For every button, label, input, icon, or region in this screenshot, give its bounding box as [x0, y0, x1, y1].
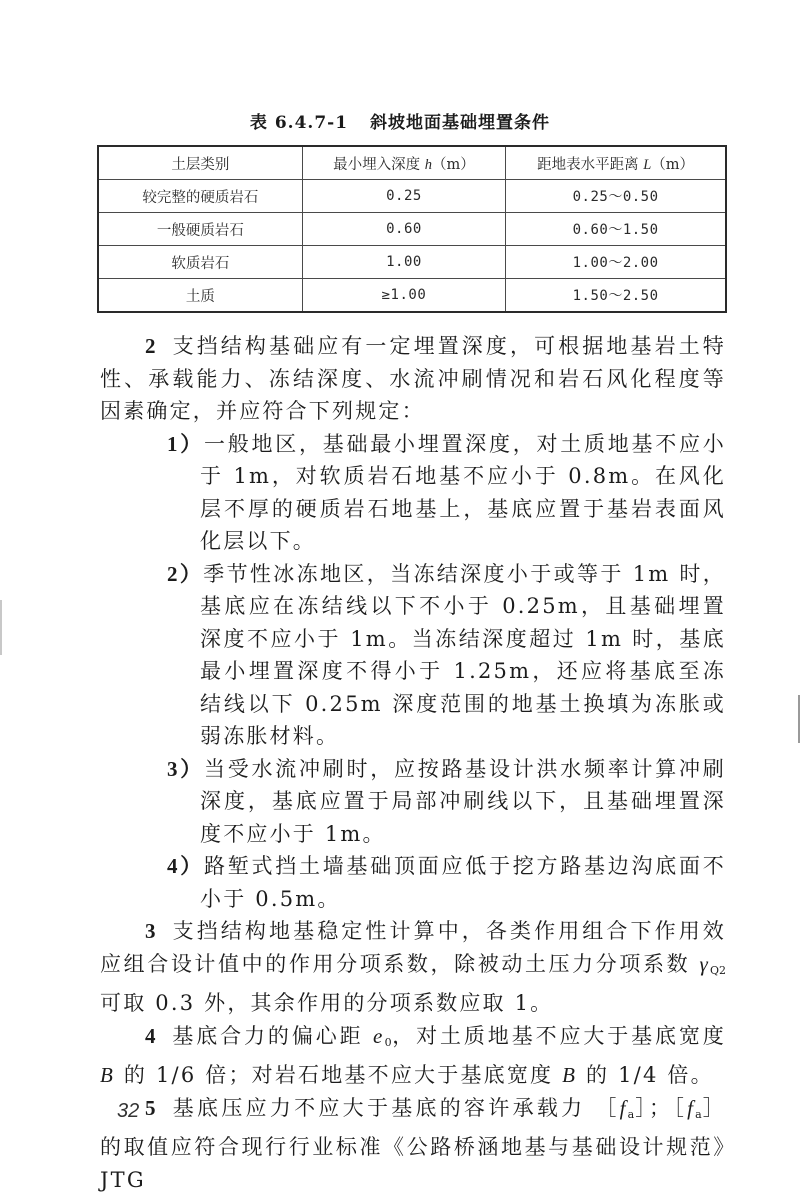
item-text: 季节性冰冻地区，当冻结深度小于或等于 1m 时，基底应在冻结线以下不小于 0.25m，且基础埋置深度不应小于 1m。当冻结深度超过 1m 时，基底最小埋置深度不得小于 1.25m，还应将基底至冻结线以下 0.25m 深度范围的地基土换填为冻胀或弱冻胀材料。 [200, 562, 726, 749]
cell-min-depth: 1.00 [302, 246, 505, 279]
item-number: 2） [167, 562, 203, 586]
clause-2-item-4 [100, 850, 726, 915]
clause-text: 基底合力的偏心距 [172, 1024, 373, 1048]
table-row [98, 279, 726, 313]
item-number: 1） [167, 432, 204, 456]
item-number: 3） [167, 757, 204, 781]
embedment-conditions-table [97, 145, 727, 313]
bearing-capacity-symbol: f [620, 1096, 628, 1120]
cell-min-depth: 0.60 [302, 213, 505, 246]
header-distance-label: 距地表水平距离 [537, 157, 643, 173]
var-b: B [562, 1063, 577, 1087]
item-text: 一般地区，基础最小埋置深度，对土质地基不应小于 1m，对软质岩石地基不应小于 0.8m。在风化层不厚的硬质岩石地基上，基底应置于基岩表面风化层以下。 [200, 432, 726, 554]
table-header-row [98, 146, 726, 180]
clause-2-item-1 [100, 428, 726, 558]
table-row [98, 246, 726, 279]
table-row [98, 213, 726, 246]
clause-number: 3 [145, 919, 158, 943]
cell-soil: 较完整的硬质岩石 [98, 180, 302, 213]
clause-2-item-2 [100, 558, 726, 753]
clause-2-item-3 [100, 753, 726, 851]
cell-distance: 1.50～2.50 [506, 279, 726, 313]
item-text: 当受水流冲刷时，应按路基设计洪水频率计算冲刷深度，基底应置于局部冲刷线以下，且基础埋置深度不应小于 1m。 [200, 757, 726, 846]
var-h: h [425, 157, 432, 173]
clause-text-end: ］ 的取值应符合现行行业标准《公路桥涵地基与基础设计规范》JTG [100, 1096, 726, 1192]
clause-text: 基底压应力不应大于基底的容许承载力 ［ [172, 1096, 620, 1120]
gamma-symbol: γ [699, 952, 709, 976]
table-caption [0, 108, 800, 133]
clause-number: 5 [145, 1096, 158, 1120]
cell-soil: 土质 [98, 279, 302, 313]
header-min-depth-unit: （m） [432, 157, 475, 173]
clause-3 [100, 915, 726, 1020]
cell-min-depth: ≥1.00 [302, 279, 505, 313]
clause-2 [100, 330, 726, 428]
header-distance-unit: （m） [651, 157, 694, 173]
clause-text: 支挡结构基础应有一定埋置深度，可根据地基岩土特性、承载能力、冻结深度、水流冲刷情况和岩石风化程度等因素确定，并应符合下列规定： [100, 334, 726, 423]
table-title: 斜坡地面基础埋置条件 [370, 113, 550, 133]
header-distance [506, 146, 726, 180]
item-text: 路堑式挡土墙基础顶面应低于挖方路基边沟底面不小于 0.5m。 [200, 854, 726, 911]
clause-number: 2 [145, 334, 158, 358]
body-text [100, 330, 726, 1196]
clause-text-end: 可取 0.3 外，其余作用的分项系数应取 1。 [100, 991, 553, 1015]
gamma-subscript: Q2 [710, 964, 726, 977]
table-row [98, 180, 726, 213]
header-min-depth-label: 最小埋入深度 [333, 157, 425, 173]
bearing-capacity-subscript: a [695, 1108, 702, 1121]
cell-soil: 一般硬质岩石 [98, 213, 302, 246]
page-number: 32 [117, 1100, 139, 1123]
eccentricity-subscript: 0 [385, 1036, 392, 1049]
cell-distance: 0.25～0.50 [506, 180, 726, 213]
bearing-capacity-symbol: f [687, 1096, 695, 1120]
clause-5 [100, 1092, 726, 1196]
bearing-capacity-subscript: a [628, 1108, 635, 1121]
clause-text-mid: ］；［ [634, 1096, 687, 1120]
clause-4 [100, 1020, 726, 1092]
cell-min-depth: 0.25 [302, 180, 505, 213]
item-number: 4） [167, 854, 204, 878]
cell-distance: 0.60～1.50 [506, 213, 726, 246]
cell-distance: 1.00～2.00 [506, 246, 726, 279]
clause-number: 4 [145, 1024, 158, 1048]
eccentricity-symbol: e [373, 1024, 385, 1048]
header-soil-type: 土层类别 [98, 146, 302, 180]
cell-soil: 软质岩石 [98, 246, 302, 279]
clause-text: 支挡结构地基稳定性计算中，各类作用组合下作用效应组合设计值中的作用分项系数，除被动土压力分项系数 [100, 919, 726, 976]
scan-edge-mark [0, 600, 2, 655]
table-number: 表 6.4.7-1 [250, 113, 348, 133]
clause-text-mid: ，对土质地基不应大于基底宽度 [392, 1024, 726, 1048]
var-b: B [100, 1063, 115, 1087]
var-l: L [643, 157, 651, 173]
clause-text-mid2: 的 1/6 倍；对岩石地基不应大于基底宽度 [115, 1063, 562, 1087]
clause-text-end: 的 1/4 倍。 [577, 1063, 714, 1087]
header-min-depth [302, 146, 505, 180]
